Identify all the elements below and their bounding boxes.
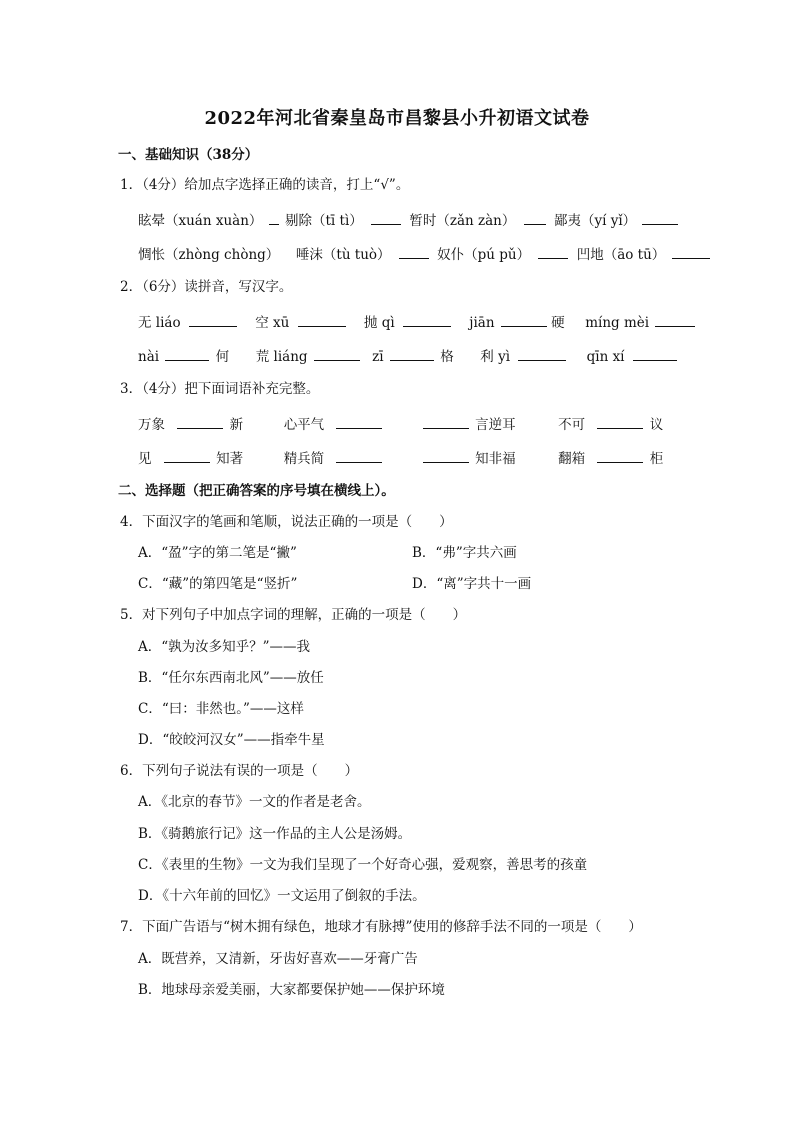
q2-item: qīn xí [586,349,625,365]
answer-blank[interactable] [423,414,469,429]
answer-blank[interactable] [177,414,223,429]
answer-blank[interactable] [597,448,643,463]
answer-blank[interactable] [371,210,401,225]
q3-item: 柜 [649,451,664,467]
q3-item: 知非福 [475,451,516,467]
answer-blank[interactable] [423,448,469,463]
exam-title: 2022年河北省秦皇岛市昌黎县小升初语文试卷 [204,108,590,129]
q3-item: 新 [229,417,244,433]
q2-item: zī [372,349,384,365]
q5-option-d[interactable]: D．“皎皎河汉女”——指牵牛星 [138,732,325,748]
q1-item: 惆怅（zhòng chòng） [138,247,280,263]
answer-blank[interactable] [399,244,429,259]
q1-item: 鄙夷（yí yǐ） [553,213,637,229]
q7-stem: 7．下面广告语与“树木拥有绿色，地球才有脉搏”使用的修辞手法不同的一项是（ ） [120,919,642,935]
q2-row-1 [138,312,695,332]
q2-item: jiān [469,315,495,331]
q3-item: 议 [649,417,664,433]
q2-stem: 2．（6分）读拼音，写汉字。 [120,279,293,295]
q5-stem: 5．对下列句子中加点字词的理解，正确的一项是（ ） [120,607,467,623]
answer-blank[interactable] [518,346,566,361]
answer-blank[interactable] [633,346,677,361]
q2-item: 硬 [551,315,565,331]
answer-blank[interactable] [642,210,678,225]
answer-blank[interactable] [501,312,547,327]
q2-item: nài [138,349,160,365]
q7-option-b[interactable]: B．地球母亲爱美丽，大家都要保护她——保护环境 [138,982,445,998]
answer-blank[interactable] [597,414,643,429]
answer-blank[interactable] [538,244,568,259]
q4-option-d[interactable]: D．“离”字共十一画 [412,576,532,592]
answer-blank[interactable] [314,346,360,361]
q3-item: 心平气 [283,417,325,433]
answer-blank[interactable] [672,244,710,259]
answer-blank[interactable] [298,312,346,327]
q6-option-b[interactable]: B．《骑鹅旅行记》这一作品的主人公是汤姆。 [138,826,412,842]
q6-stem: 6．下列句子说法有误的一项是（ ） [120,763,359,779]
q3-stem: 3．（4分）把下面词语补充完整。 [120,381,320,397]
q2-item: 荒 liáng [255,349,308,365]
q3-row-2 [138,448,663,468]
q3-item: 万象 [138,417,165,433]
q2-item: 抛 qì [363,315,395,331]
q3-row-1 [138,414,663,434]
q1-item: 奴仆（pú pǔ） [437,247,531,263]
section-heading-basic: 一、基础知识（38分） [118,147,259,163]
answer-blank[interactable] [390,346,434,361]
q4-option-c[interactable]: C．“藏”的第四笔是“竖折” [138,576,298,592]
q6-option-c[interactable]: C．《表里的生物》一文为我们呈现了一个好奇心强，爱观察，善思考的孩童 [138,857,588,873]
q1-item: 唾沫（tù tuò） [295,247,391,263]
q5-option-a[interactable]: A．“孰为汝多知乎？”——我 [138,639,311,655]
q2-item: míng mèi [585,315,650,331]
q4-stem: 4．下面汉字的笔画和笔顺，说法正确的一项是（ ） [120,514,453,530]
answer-blank[interactable] [403,312,451,327]
q1-item: 凹地（āo tū） [576,247,666,263]
answer-blank[interactable] [655,312,695,327]
section-heading-choice: 二、选择题（把正确答案的序号填在横线上）。 [118,483,395,499]
q3-item: 翻箱 [558,451,586,467]
q2-item: 空 xū [255,315,290,331]
q2-row-2 [138,346,677,366]
answer-blank[interactable] [336,414,382,429]
q1-row-2 [138,244,710,264]
answer-blank[interactable] [164,448,210,463]
q1-item: 暂时（zǎn zàn） [409,213,516,229]
q4-option-a[interactable]: A．“盈”字的第二笔是“撇” [138,545,297,561]
answer-blank[interactable] [189,312,237,327]
answer-blank[interactable] [336,448,382,463]
answer-blank[interactable] [269,210,279,225]
q7-option-a[interactable]: A．既营养，又清新，牙齿好喜欢——牙膏广告 [138,951,418,967]
q1-item: 剔除（tī tì） [285,213,363,229]
q5-option-c[interactable]: C．“曰：非然也。”——这样 [138,701,304,717]
answer-blank[interactable] [165,346,209,361]
q3-item: 言逆耳 [475,417,516,433]
answer-blank[interactable] [524,210,546,225]
q6-option-d[interactable]: D．《十六年前的回忆》一文运用了倒叙的手法。 [138,888,426,904]
q3-item: 知著 [216,451,244,467]
q5-option-b[interactable]: B．“任尔东西南北风”——放任 [138,670,324,686]
q3-item: 见 [138,451,152,467]
q6-option-a[interactable]: A．《北京的春节》一文的作者是老舍。 [138,794,371,810]
q3-item: 精兵简 [283,451,325,467]
q4-option-b[interactable]: B．“弗”字共六画 [412,545,517,561]
q2-item: 格 [440,349,454,365]
q1-stem: 1．（4分）给加点字选择正确的读音，打上“√”。 [120,177,410,193]
q2-item: 无 liáo [138,315,181,331]
q2-item: 何 [215,349,230,365]
q3-item: 不可 [558,417,586,433]
q1-item: 眩晕（xuán xuàn） [138,213,263,229]
q2-item: 利 yì [480,349,511,365]
q1-row-1 [138,210,678,230]
